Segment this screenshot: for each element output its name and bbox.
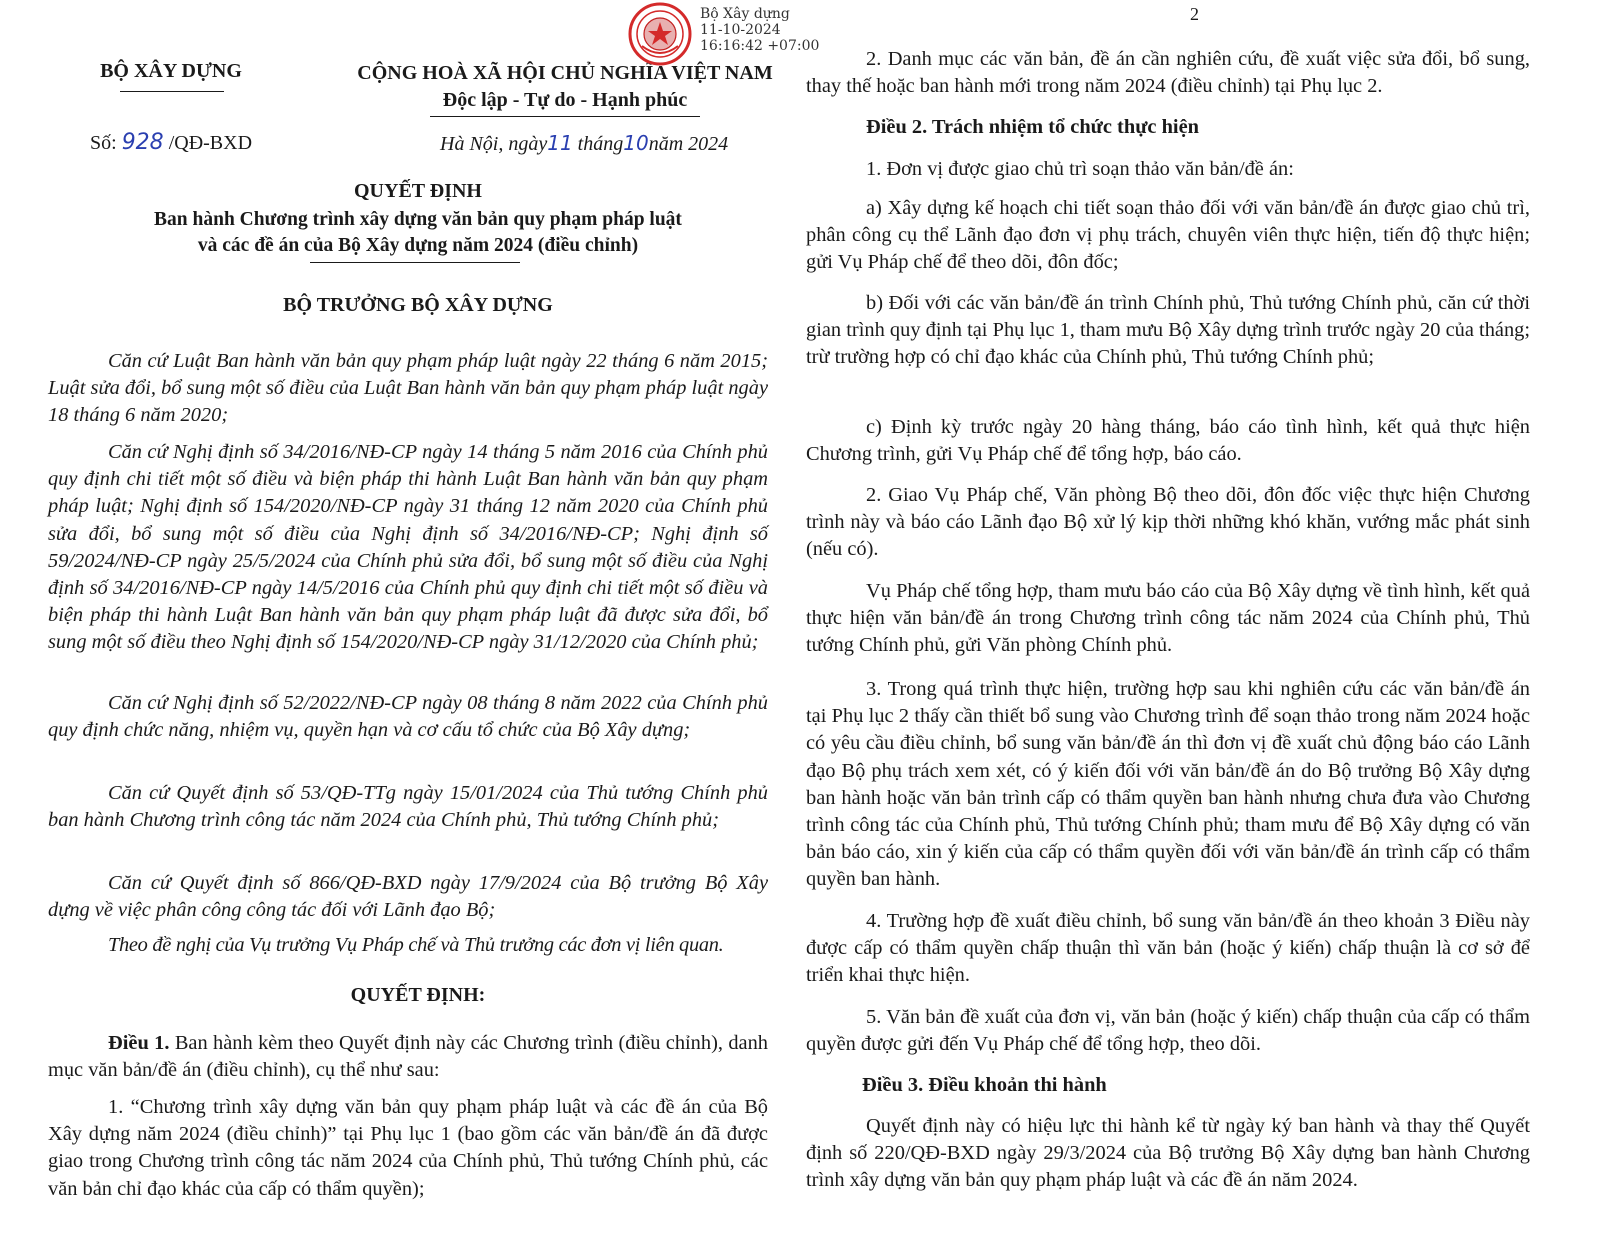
article-1-item-2: 2. Danh mục các văn bản, đề án cần nghiên cứu, đề xuất việc sửa đổi, bổ sung, thay thế hoặc ban hành mới trong năm 2024 (điều chỉnh) tại Phụ lục 2. bbox=[806, 48, 1530, 98]
signature-signer: Bộ Xây dựng bbox=[700, 6, 790, 22]
article-2-para: a) Xây dựng kế hoạch chi tiết soạn thảo đối với văn bản/đề án được giao chủ trì, phân công cụ thể Lãnh đạo đơn vị phụ trách, chuyên viên thực hiện, tiến độ thực hiện; gửi Vụ Pháp chế để theo dõi, đôn đốc; bbox=[806, 197, 1530, 274]
article-2-para: 2. Giao Vụ Pháp chế, Văn phòng Bộ theo dõi, đôn đốc việc thực hiện Chương trình này và báo cáo Lãnh đạo Bộ xử lý kịp thời những khó khăn, vướng mắc phát sinh (nếu có). bbox=[806, 484, 1530, 561]
decision-title: QUYẾT ĐỊNH bbox=[354, 180, 482, 202]
article-3-heading: Điều 3. Điều khoản thi hành bbox=[862, 1074, 1107, 1096]
article-1 bbox=[48, 1030, 768, 1084]
basis-paragraph: Căn cứ Luật Ban hành văn bản quy phạm pháp luật ngày 22 tháng 6 năm 2015; Luật sửa đổi, bổ sung một số điều của Luật Ban hành văn bản quy phạm pháp luật ngày 18 tháng 6 năm 2020; bbox=[48, 350, 768, 427]
issuing-authority: BỘ TRƯỞNG BỘ XÂY DỰNG bbox=[283, 294, 553, 316]
subtitle-line-2: và các đề án của Bộ Xây dựng năm 2024 (điều chỉnh) bbox=[197, 235, 639, 256]
number-prefix: Số: bbox=[90, 132, 117, 154]
motto-underline bbox=[430, 116, 700, 117]
article-3-para: Quyết định này có hiệu lực thi hành kể từ ngày ký ban hành và thay thế Quyết định số 220/QĐ-BXD ngày 29/3/2024 của Bộ trưởng Bộ Xây dựng ban hành Chương trình xây dựng văn bản quy phạm pháp luật và các đề án năm 2024. bbox=[806, 1115, 1530, 1192]
national-heading bbox=[340, 60, 790, 114]
article-1-text: Ban hành kèm theo Quyết định này các Chương trình (điều chỉnh), danh mục văn bản/đề án (điều chỉnh), cụ thể như sau: bbox=[48, 1032, 768, 1082]
handwritten-number: 928 bbox=[121, 130, 164, 155]
national-motto: Độc lập - Tự do - Hạnh phúc bbox=[442, 89, 688, 111]
article-2-heading: Điều 2. Trách nhiệm tổ chức thực hiện bbox=[866, 116, 1199, 138]
signature-date: 11-10-2024 bbox=[700, 22, 781, 38]
basis-paragraph: Căn cứ Nghị định số 52/2022/NĐ-CP ngày 08 tháng 8 năm 2022 của Chính phủ quy định chức năng, nhiệm vụ, quyền hạn và cơ cấu tổ chức của Bộ Xây dựng; bbox=[48, 692, 768, 742]
document-date bbox=[440, 131, 728, 156]
article-1-item-1: 1. “Chương trình xây dựng văn bản quy phạm pháp luật và các đề án của Bộ Xây dựng năm 2024 (điều chỉnh)” tại Phụ lục 1 (bao gồm các văn bản/đề án đã được giao trong Chương trình công tác năm 2024 của Chính phủ, Thủ tướng Chính phủ, các văn bản chỉ đạo khác của cấp có thẩm quyền); bbox=[48, 1096, 768, 1200]
article-2-para: b) Đối với các văn bản/đề án trình Chính phủ, Thủ tướng Chính phủ, căn cứ thời gian trình quy định tại Phụ lục 1, tham mưu Bộ Xây dựng trình trước ngày 20 của tháng; trừ trường hợp có chỉ đạo khác của Chính phủ, Thủ tướng Chính phủ; bbox=[806, 292, 1530, 369]
basis-paragraph: Căn cứ Nghị định số 34/2016/NĐ-CP ngày 14 tháng 5 năm 2016 của Chính phủ quy định chi tiết một số điều và biện pháp thi hành Luật Ban hành văn bản quy phạm pháp luật; Nghị định số 154/2020/NĐ-CP ngày 31 tháng 12 năm 2020 của Chính phủ sửa đổi, bổ sung một số điều của Nghị định số 34/2016/NĐ-CP; Nghị định số 59/2024/NĐ-CP ngày 25/5/2024 của Chính phủ sửa đổi, bổ sung một số điều của Nghị định số 34/2016/NĐ-CP ngày 14/5/2016 của Chính phủ quy định chi tiết một số điều và biện pháp thi hành Luật Ban hành văn bản quy phạm pháp luật đã được sửa đổi, bổ sung một số điều theo Nghị định số 154/2020/NĐ-CP ngày 31/12/2020 của Chính phủ; bbox=[48, 441, 768, 654]
article-1-label: Điều 1. bbox=[108, 1032, 170, 1054]
article-2-para: c) Định kỳ trước ngày 20 hàng tháng, báo cáo tình hình, kết quả thực hiện Chương trình, gửi Vụ Pháp chế để tổng hợp, báo cáo. bbox=[806, 416, 1530, 466]
article-2-para: 4. Trường hợp đề xuất điều chỉnh, bổ sung văn bản/đề án theo khoản 3 Điều này được cấp có thẩm quyền chấp thuận thì văn bản (hoặc ý kiến) chấp thuận là cơ sở để triển khai thực hiện. bbox=[806, 910, 1530, 987]
basis-paragraph: Căn cứ Quyết định số 53/QĐ-TTg ngày 15/01/2024 của Thủ tướng Chính phủ ban hành Chương trình công tác năm 2024 của Chính phủ, Thủ tướng Chính phủ; bbox=[48, 782, 768, 832]
article-2-para: 5. Văn bản đề xuất của đơn vị, văn bản (hoặc ý kiến) chấp thuận của cấp có thẩm quyền được gửi đến Vụ Pháp chế để tổng hợp, theo dõi. bbox=[806, 1006, 1530, 1056]
page-number: 2 bbox=[1190, 4, 1199, 24]
basis-paragraph: Theo đề nghị của Vụ trưởng Vụ Pháp chế và Thủ trưởng các đơn vị liên quan. bbox=[108, 934, 724, 956]
org-underline bbox=[120, 91, 224, 92]
handwritten-month: 10 bbox=[623, 131, 649, 155]
decision-subtitle bbox=[48, 207, 788, 259]
number-suffix: /QĐ-BXD bbox=[168, 132, 253, 154]
handwritten-day: 11 bbox=[547, 131, 573, 155]
signature-time: 16:16:42 +07:00 bbox=[700, 38, 820, 54]
digital-signature-info bbox=[700, 6, 820, 54]
date-prefix: Hà Nội, ngày bbox=[440, 133, 548, 155]
national-emblem-seal-icon bbox=[628, 2, 692, 66]
nation-name: CỘNG HOÀ XÃ HỘI CHỦ NGHĨA VIỆT NAM bbox=[357, 62, 773, 84]
subtitle-line-1: Ban hành Chương trình xây dựng văn bản quy phạm pháp luật bbox=[154, 209, 682, 230]
document-number bbox=[90, 130, 252, 155]
date-month-label: tháng bbox=[577, 133, 624, 155]
issuing-organization: BỘ XÂY DỰNG bbox=[100, 60, 242, 82]
date-year: năm 2024 bbox=[648, 133, 729, 155]
decides-heading: QUYẾT ĐỊNH: bbox=[350, 984, 486, 1006]
article-2-para: 1. Đơn vị được giao chủ trì soạn thảo văn bản/đề án: bbox=[866, 158, 1294, 180]
subtitle-underline bbox=[310, 262, 520, 263]
basis-paragraph: Căn cứ Quyết định số 866/QĐ-BXD ngày 17/9/2024 của Bộ trưởng Bộ Xây dựng về việc phân công công tác đối với Lãnh đạo Bộ; bbox=[48, 872, 768, 922]
article-2-para: 3. Trong quá trình thực hiện, trường hợp sau khi nghiên cứu các văn bản/đề án tại Phụ lục 2 thấy cần thiết bổ sung vào Chương trình để soạn thảo trong năm 2024 hoặc có yêu cầu điều chỉnh, bổ sung văn bản/đề án thì đơn vị đề xuất chủ động báo cáo Lãnh đạo Bộ phụ trách xem xét, có ý kiến đối với văn bản/đề án do Bộ trưởng Bộ Xây dựng ban hành hoặc văn bản trình cấp có thẩm quyền ban hành nhưng chưa đưa vào Chương trình công tác của Chính phủ, Thủ tướng Chính phủ; tham mưu để Bộ Xây dựng có văn bản báo cáo, xin ý kiến của cấp có thẩm quyền đối với văn bản/đề án trình cấp có thẩm quyền ban hành. bbox=[806, 678, 1530, 891]
article-2-para: Vụ Pháp chế tổng hợp, tham mưu báo cáo của Bộ Xây dựng về tình hình, kết quả thực hiện văn bản/đề án trong Chương trình công tác năm 2024 của Chính phủ, Thủ tướng Chính phủ, gửi Văn phòng Chính phủ. bbox=[806, 580, 1530, 657]
